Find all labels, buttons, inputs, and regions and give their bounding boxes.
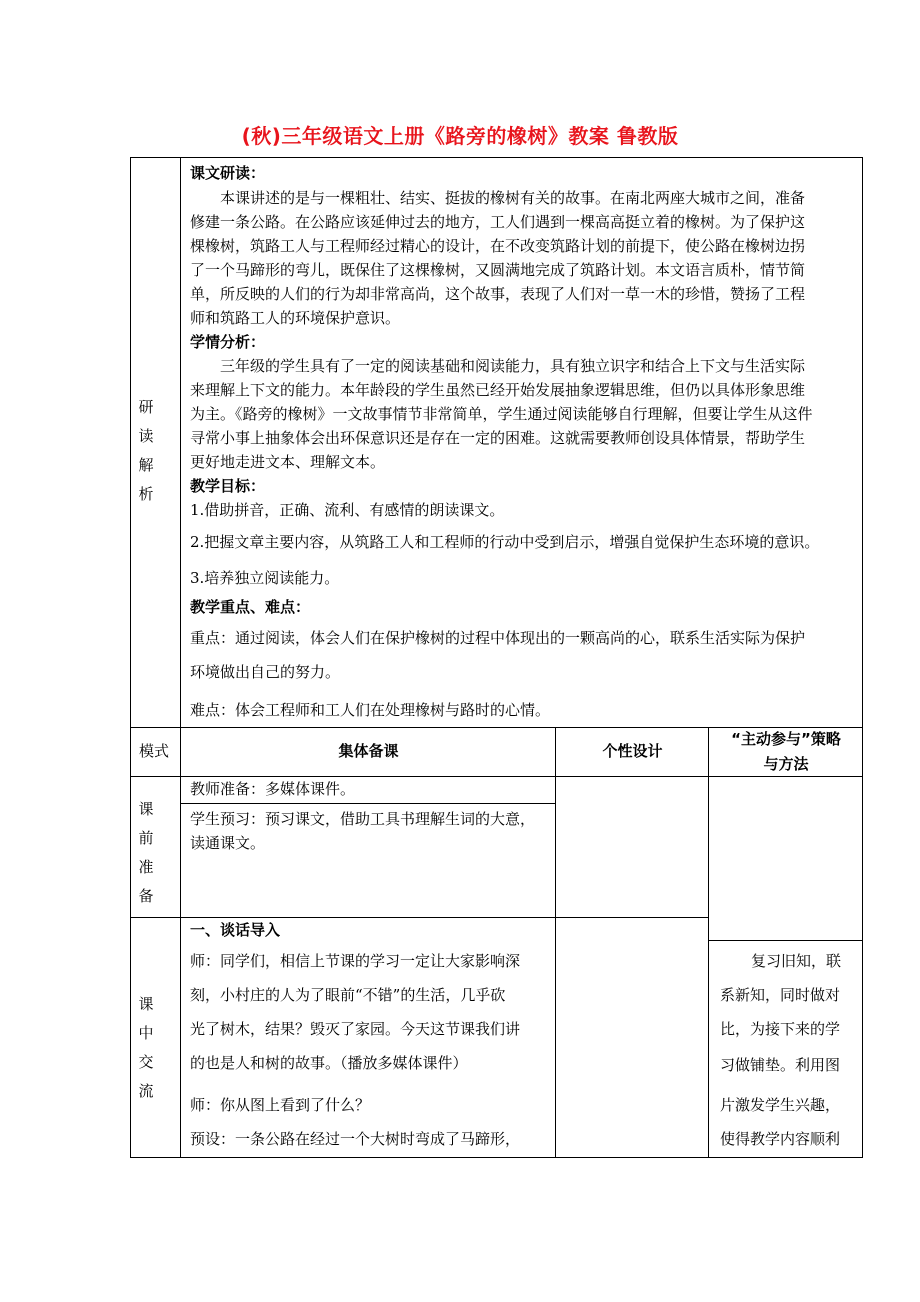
student-analysis-line: 更好地走进文本、理解文本。 xyxy=(190,453,386,471)
teaching-goals-heading: 教学目标： xyxy=(190,477,266,495)
student-analysis-line: 三年级的学生具有了一定的阅读基础和阅读能力，具有独立识字和结合上下文与生活实际 xyxy=(220,357,806,375)
header-strategy-line1: “主动参与”策略 xyxy=(731,730,841,748)
strategy-line: 系新知，同时做对 xyxy=(720,986,841,1004)
text-study-line: 了一个马蹄形的弯儿，既保住了这棵橡树，又圆满地完成了筑路计划。本文语言质朴，情节简 xyxy=(190,261,806,279)
student-analysis-line: 寻常小事上抽象体会出环保意识还是存在一定的困难。这就需要教师创设具体情景，帮助学生 xyxy=(190,429,806,447)
header-collective: 集体备课 xyxy=(338,742,399,760)
text-study-line: 棵橡树，筑路工人与工程师经过精心的设计，在不改变筑路计划的前提下，使公路在橡树边拐 xyxy=(190,237,806,255)
lesson-section-heading: 一、谈话导入 xyxy=(190,921,281,939)
lesson-line: 预设：一条公路在经过一个大树时弯成了马蹄形， xyxy=(190,1130,521,1148)
teaching-goal: 2.把握文章主要内容，从筑路工人和工程师的行动中受到启示，增强自觉保护生态环境的意识。 xyxy=(190,533,820,551)
text-study-line: 修建一条公路。在公路应该延伸过去的地方，工人们遇到一棵高高挺立着的橡树。为了保护这 xyxy=(190,213,806,231)
header-strategy-line2: 与方法 xyxy=(763,755,809,773)
lesson-side-label: 课中交流 xyxy=(138,995,154,1100)
teacher-prep: 教师准备：多媒体课件。 xyxy=(190,780,356,798)
research-side-label: 研读解析 xyxy=(138,398,154,503)
text-study-line: 师和筑路工人的环境保护意识。 xyxy=(190,309,401,327)
strategy-line: 习做铺垫。利用图 xyxy=(720,1056,841,1074)
student-analysis-heading: 学情分析： xyxy=(190,333,266,351)
key-point-line: 环境做出自己的努力。 xyxy=(190,663,341,681)
lesson-line: 师：你从图上看到了什么？ xyxy=(190,1096,371,1114)
header-personal: 个性设计 xyxy=(602,742,663,760)
text-study-line: 单，所反映的人们的行为却非常高尚，这个故事，表现了人们对一草一木的珍惜，赞扬了工程 xyxy=(190,285,806,303)
document-title: (秋)三年级语文上册《路旁的橡树》教案 鲁教版 xyxy=(241,124,679,148)
student-analysis-line: 为主。《路旁的橡树》一文故事情节非常简单，学生通过阅读能够自行理解，但要让学生从这件 xyxy=(190,405,813,423)
teaching-goal: 3.培养独立阅读能力。 xyxy=(190,569,340,587)
text-study-heading: 课文研读： xyxy=(190,164,266,182)
text-study-line: 本课讲述的是与一棵粗壮、结实、挺拔的橡树有关的故事。在南北两座大城市之间，准备 xyxy=(220,189,806,207)
strategy-line: 片激发学生兴趣， xyxy=(720,1096,841,1114)
key-points-heading: 教学重点、难点： xyxy=(190,598,311,616)
lesson-line: 师：同学们，相信上节课的学习一定让大家影响深 xyxy=(190,952,521,970)
strategy-line: 使得教学内容顺利 xyxy=(720,1130,841,1148)
prep-side-label: 课前准备 xyxy=(138,800,154,905)
lesson-line: 的也是人和树的故事。（播放多媒体课件） xyxy=(190,1054,468,1072)
lesson-line: 刻，小村庄的人为了眼前“不错”的生活，几乎砍 xyxy=(190,986,506,1004)
student-analysis-line: 来理解上下文的能力。本年龄段的学生虽然已经开始发展抽象逻辑思维，但仍以具体形象思维 xyxy=(190,381,806,399)
difficult-point-line: 难点：体会工程师和工人们在处理橡树与路时的心情。 xyxy=(190,701,551,719)
header-mode: 模式 xyxy=(139,742,170,760)
student-prep-line: 学生预习：预习课文，借助工具书理解生词的大意， xyxy=(190,810,536,828)
teaching-goal: 1.借助拼音，正确、流利、有感情的朗读课文。 xyxy=(190,501,505,519)
lesson-line: 光了树木，结果？毁灭了家园。今天这节课我们讲 xyxy=(190,1020,521,1038)
key-point-line: 重点：通过阅读，体会人们在保护橡树的过程中体现出的一颗高尚的心，联系生活实际为保护 xyxy=(190,629,806,647)
strategy-line: 复习旧知，联 xyxy=(751,952,842,970)
strategy-line: 比，为接下来的学 xyxy=(720,1020,841,1038)
student-prep-line: 读通课文。 xyxy=(190,834,266,852)
